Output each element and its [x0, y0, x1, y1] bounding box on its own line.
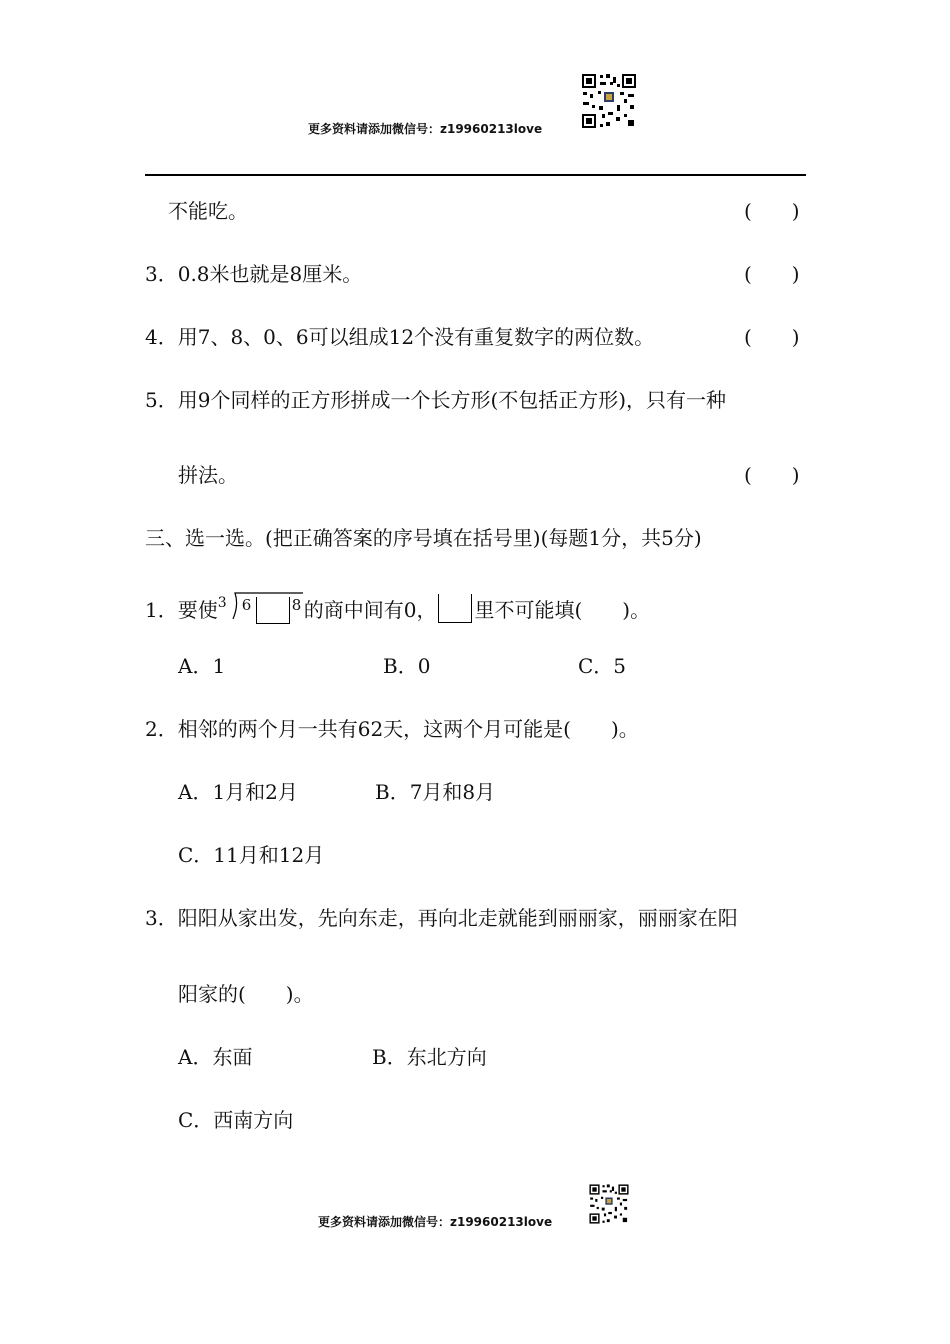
dividend-digit-left: 6	[241, 596, 252, 614]
long-division-figure	[218, 591, 304, 625]
dividend-digit-right: 8	[291, 596, 302, 614]
footer-wechat-text: 更多资料请添加微信号：z19960213love	[318, 1215, 553, 1229]
header-divider	[145, 174, 806, 176]
q1-option-c[interactable]: C．5	[578, 654, 627, 678]
q2-option-b[interactable]: B．7月和8月	[375, 780, 496, 804]
qr-code-footer	[588, 1183, 630, 1225]
q2-option-a[interactable]: A．1月和2月	[178, 780, 298, 804]
choice-q1-middle: 的商中间有0，	[303, 598, 437, 622]
choice-q2: 2．相邻的两个月一共有62天，这两个月可能是( )。	[145, 717, 639, 741]
choice-q1-suffix: 里不可能填( )。	[474, 598, 651, 622]
q1-option-b[interactable]: B．0	[383, 654, 431, 678]
header-wechat-text: 更多资料请添加微信号：z19960213love	[308, 122, 543, 136]
blank-box[interactable]	[438, 594, 472, 623]
q2-option-c[interactable]: C．11月和12月	[178, 843, 325, 867]
answer-paren[interactable]: ( )	[744, 325, 800, 349]
q3-option-c[interactable]: C．西南方向	[178, 1108, 294, 1132]
qr-code-header	[580, 72, 638, 130]
answer-paren[interactable]: ( )	[744, 463, 800, 487]
section3-title: 三、选一选。(把正确答案的序号填在括号里)(每题1分，共5分)	[145, 526, 702, 550]
choice-q3-line1: 3．阳阳从家出发，先向东走，再向北走就能到丽丽家，丽丽家在阳	[145, 906, 738, 930]
judge-q3: 3．0.8米也就是8厘米。	[145, 262, 363, 286]
q3-option-b[interactable]: B．东北方向	[372, 1045, 487, 1069]
judge-q4: 4．用7、8、0、6可以组成12个没有重复数字的两位数。	[145, 325, 655, 349]
judge-q5-line1: 5．用9个同样的正方形拼成一个长方形(不包括正方形)，只有一种	[145, 388, 727, 412]
blank-digit-box[interactable]	[256, 597, 290, 624]
answer-paren[interactable]: ( )	[744, 199, 800, 223]
choice-q3-line2: 阳家的( )。	[178, 982, 314, 1006]
q3-option-a[interactable]: A．东面	[178, 1045, 253, 1069]
answer-paren[interactable]: ( )	[744, 262, 800, 286]
judge-q5-line2: 拼法。	[178, 463, 238, 487]
choice-q1	[145, 591, 650, 625]
judge-cont-text: 不能吃。	[168, 199, 248, 223]
divisor: 3	[217, 595, 227, 611]
q1-option-a[interactable]: A．1	[178, 654, 226, 678]
choice-q1-prefix: 1．要使	[145, 598, 218, 622]
